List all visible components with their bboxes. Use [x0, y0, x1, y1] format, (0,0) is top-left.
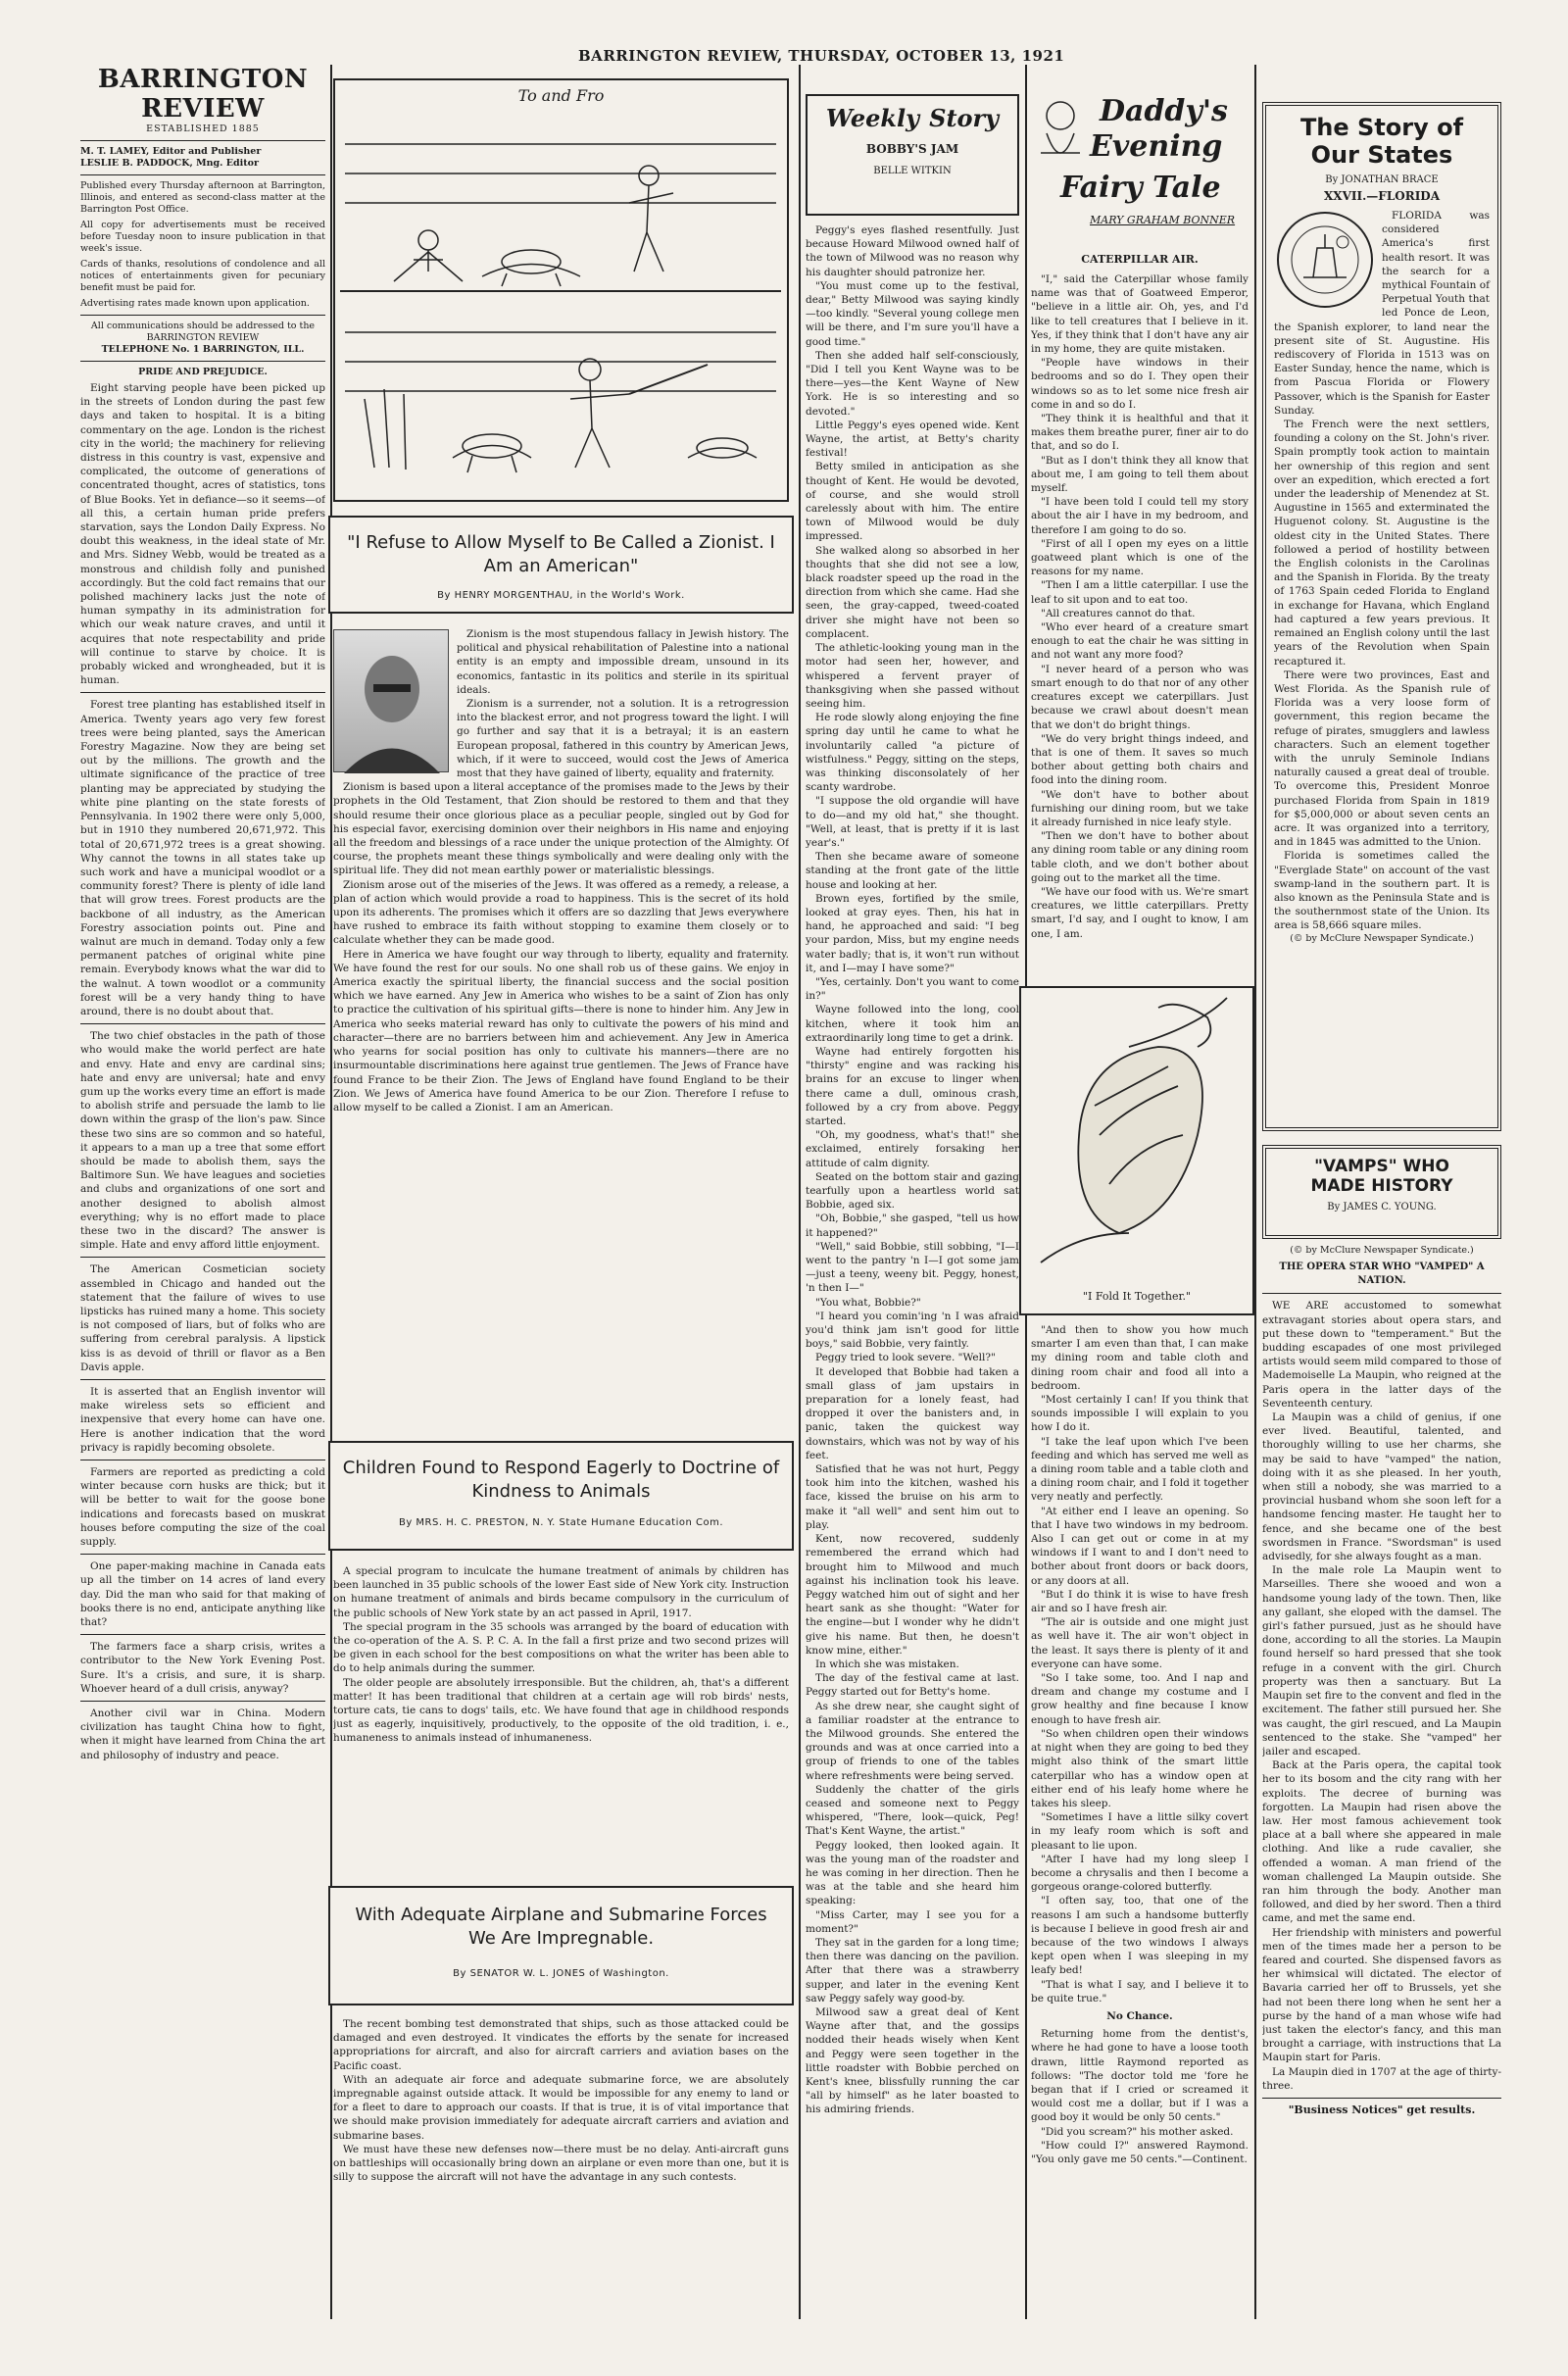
- fairy-paragraph: "And then to show you how much smarter I am even than that, I can make my dining room and table cloth and dining room chair and food all into a bedroom.: [1031, 1324, 1249, 1392]
- story-name: BOBBY'S JAM: [865, 142, 959, 156]
- story-paragraph: The athletic-looking young man in the motor had seen her, however, and whispered a fervent prayer of thanksgiving when she passed without seeing him.: [806, 642, 1019, 710]
- fairy-paragraph: "Then we don't have to bother about any dining room table or any dining room table cloth, and we don't bother about going out to the market all the time.: [1031, 830, 1249, 884]
- article-paragraph: Zionism is the most stupendous fallacy in Jewish history. The political and physical rehabilitation of Palestine into a national entity is an empty and impossible dream, unsound in its economics, fantastic in its politics and sterile in its spiritual ideals.: [457, 628, 789, 696]
- article-animals: [333, 1564, 789, 1878]
- vamps-subhead: THE OPERA STAR WHO "VAMPED" A NATION.: [1279, 1262, 1485, 1287]
- fairy-tale-decoration: [1031, 94, 1090, 182]
- fairy-paragraph: "So I take some, too. And I nap and dream and change my costume and I grow healthy and fine because I know enough to have fresh air.: [1031, 1672, 1249, 1726]
- vamps-paragraph: In the male role La Maupin went to Marseilles. There she wooed and won a handsome young lady of the town. Then, like any gallant, she eloped with the damsel. The girl's father pursued, just as he should have done, according to all the stories. La Maupin found herself so hard pressed that she took refuge in a convent with the girl. Church property was then a sanctuary. But La Maupin set fire to the convent and fled in the excitement. The father still pursued her. She was caught, the girl rescued, and La Maupin sentenced to the stake. She "vamped" her jailer and escaped.: [1262, 1564, 1501, 1757]
- fairy-paragraph: "The air is outside and one might just as well have it. The air won't object in the least. It says there is plenty of it and everyone can have some.: [1031, 1616, 1249, 1670]
- states-paragraph: Florida is sometimes called the "Everglade State" on account of the vast swamp-land in the southern part. It is also known as the Peninsula State and is the southernmost state of the Union. Its area is 58,666 square miles.: [1274, 850, 1490, 932]
- cards-notice: Cards of thanks, resolutions of condolence and all notices of entertainments given for pecuniary benefit must be paid for.: [80, 259, 325, 293]
- illustration-caption: "I Fold It Together.": [1082, 1290, 1192, 1303]
- fairy-paragraph: "I," said the Caterpillar whose family name was that of Goatweed Emperor, "believe in a little air. Oh, yes, and I'd like to tell creatures that I believe in it. Yes, if they think that I don't have any air in my home, they are quite mistaken.: [1031, 273, 1249, 356]
- vamps-paragraph: Her friendship with ministers and powerful men of the times made her a person to be feared and courted. She dispensed favors as her whimsical will dictated. The elector of Bavaria carried her off to Brussels, yet she had not been there long when he sent her a purse by the hand of a man whose wife had just taken the elector's fancy, and this man brought a carriage, with instructions that La Maupin start for Paris.: [1262, 1926, 1501, 2064]
- portrait-photo: [333, 629, 449, 772]
- article-paragraph: A special program to inculcate the humane treatment of animals by children has been launched in 35 public schools of the lower East side of New York city. Instruction on humane treatment of animals and birds became compulsory in the curriculum of the public schools of New York state by an act passed in April, 1917.: [333, 1565, 789, 1619]
- states-paragraph: FLORIDA was considered America's first health resort. It was the search for a mythical Fountain of Perpetual Youth that led Ponce de Leon, the Spanish explorer, to land near the present site of St. Augustine. His rediscovery of Florida in 1513 was on Easter Sunday, hence the name, which is from Pascua Florida or Flowery Passover, which is the Spanish for Easter Sunday.: [1274, 210, 1490, 417]
- editorial-paragraph: The farmers face a sharp crisis, writes a contributor to the New York Evening Post. Sure. It's a crisis, and sure, it is sharp. Whoever heard of a dull crisis, anyway?: [80, 1641, 325, 1695]
- article-airplane: [333, 2017, 789, 2311]
- vamps-paragraph: La Maupin died in 1707 at the age of thirty-three.: [1262, 2065, 1501, 2092]
- story-paragraph: Betty smiled in anticipation as she thought of Kent. He would be devoted, of course, and she would stroll carelessly about with him. The entire town of Milwood would be duly impressed.: [806, 461, 1019, 543]
- story-paragraph: Kent, now recovered, suddenly remembered the errand which had brought him to Milwood and much against his inclination took his leave. Peggy watched him out of sight and her heart sank as she thought: "Water for the engine—but I wonder why he didn't give his name. But then, he doesn't know mine, either.": [806, 1533, 1019, 1657]
- vamps-header-box: [1262, 1145, 1501, 1239]
- fairy-paragraph: "We have our food with us. We're smart creatures, we little caterpillars. Pretty smart, I'd say, and I ought to know, I am one, I am.: [1031, 885, 1249, 940]
- article-headline: "I Refuse to Allow Myself to Be Called a Zionist. I Am an American": [347, 532, 775, 576]
- vamps-paragraph: La Maupin was a child of genius, if one ever lived. Beautiful, talented, and thoroughly willing to use her charms, she may be said to have "vamped" the nation, doing with it as she pleased. In her youth, when still a nobody, she was married to a provincial husband whom she soon left for a handsome fencing master. He taught her to fence, and she became one of the best swordsmen in France. "Swordsman" is used advisedly, for she always fought as a man.: [1262, 1411, 1501, 1563]
- leaf-drawing: [1021, 988, 1252, 1282]
- story-paragraph: "Oh, Bobbie," she gasped, "tell us how it happened?": [806, 1213, 1019, 1239]
- fairy-paragraph: "Who ever heard of a creature smart enough to eat the chair he was sitting in and not want any more food?: [1031, 621, 1249, 662]
- telephone-line: TELEPHONE No. 1 BARRINGTON, ILL.: [101, 344, 305, 355]
- vamps-paragraph: WE ARE accustomed to somewhat extravagant stories about opera stars, and put these down to "temperament." But the budding escapades of one most privileged artists would seem mild compared to those of Mademoiselle La Maupin, who reigned at the Paris opera in the latter days of the Seventeenth century.: [1262, 1300, 1501, 1410]
- fairy-tale-text-top: [1031, 272, 1249, 976]
- airplane-headline-box: [328, 1886, 794, 2005]
- fairy-paragraph: "Most certainly I can! If you think that sounds impossible I will explain to you how I do it.: [1031, 1394, 1249, 1434]
- fairy-paragraph: "First of all I open my eyes on a little goatweed plant which is one of the reasons for my name.: [1031, 537, 1249, 578]
- fairy-tale-title-3: Fairy Tale: [1060, 171, 1221, 205]
- fairy-paragraph: "Did you scream?" his mother asked.: [1041, 2125, 1234, 2138]
- fairy-tale-title-1: Daddy's: [1100, 94, 1228, 128]
- article-paragraph: The special program in the 35 schools was arranged by the board of education with the co-operation of the A. S. P. C. A. In the fall a first prize and two second prizes will be given in each school for the best compositions on what the writer has been able to do to help animals during the summer.: [333, 1620, 789, 1675]
- copy-notice: All copy for advertisements must be received before Tuesday noon to insure publication in that week's issue.: [80, 220, 325, 254]
- states-byline: By JONATHAN BRACE: [1325, 174, 1439, 185]
- story-author: BELLE WITKIN: [873, 166, 952, 176]
- article-byline: By SENATOR W. L. JONES of Washington.: [453, 1968, 669, 1979]
- article-byline: By MRS. H. C. PRESTON, N. Y. State Humane Education Com.: [398, 1517, 724, 1528]
- caterpillar-illustration: [1019, 986, 1254, 1315]
- story-paragraph: They sat in the garden for a long time; then there was dancing on the pavilion. After that there was a strawberry supper, and later in the evening Kent saw Peggy safely way good-by.: [806, 1936, 1019, 2005]
- story-paragraph: Milwood saw a great deal of Kent Wayne after that, and the gossips nodded their heads wisely when Kent and Peggy were seen together in the little roadster with Bobbie perched on Kent's knee, blissfully running the car "all by himself" as he later boasted to his admiring friends.: [806, 2006, 1019, 2116]
- article-paragraph: Zionism is a surrender, not a solution. It is a retrogression into the blackest error, and not progress toward the light. I will go further and say that it is a betrayal; it is an eastern European proposal, fathered in this country by American Jews, which, if it were to succeed, would cost the Jews of America most that they have gained of liberty, equality and fraternity.: [457, 698, 789, 780]
- fairy-paragraph: "People have windows in their bedrooms and so do I. They open their windows so as to let some nice fresh air come in and so do I.: [1031, 357, 1249, 411]
- publication-notice: Published every Thursday afternoon at Barrington, Illinois, and entered as second-class matter at the Barrington Post Office.: [80, 180, 325, 215]
- editorial-paragraph: The two chief obstacles in the path of those who would make the world perfect are hate and envy. Hate and envy are cardinal sins; hate and envy are universal; hate and envy gum up the works every time an effort is made to abolish strife and persuade the lamb to lie down within the grasp of the lion's paw. Since these two sins are so common and so hateful, it appears to a man up a tree that some effort should be made to abolish them, says the Baltimore Sun. We have leagues and societies and clubs and organizations of one sort and another designed to abolish almost everything; why is no effort made to place these two in the discard? The answer is simple. Hate and envy afford little enjoyment.: [80, 1030, 325, 1252]
- comic-panel: [333, 78, 789, 502]
- fairy-paragraph: "They think it is healthful and that it makes them breathe purer, finer air to do that, and so do I.: [1031, 413, 1249, 453]
- states-paragraph: There were two provinces, East and West Florida. As the Spanish rule of Florida was a very loose form of government, this region became the refuge of pirates, smugglers and lawless characters. Such an element together with the unruly Seminole Indians naturally caused a great deal of trouble. To overcome this, President Monroe purchased Florida from Spain in 1819 for $5,000,000 or about seven cents an acre. It was organized into a territory, and in 1845 was admitted to the Union.: [1274, 668, 1490, 849]
- article-paragraph: Zionism is based upon a literal acceptance of the promises made to the Jews by their prophets in the Old Testament, that Zion should be restored to them and that they should resume their once glorious place as a peculiar people, singled out by God for his especial favor, exercising dominion over their neighbors in His name and enjoying all the freedom and blessings of a race under the unique protection of the Almighty. Of course, the prophets meant these things symbolically and were dealing only with the spiritual life. They did not mean earthly power or materialistic blessings.: [333, 781, 789, 877]
- story-paragraph: Brown eyes, fortified by the smile, looked at gray eyes. Then, his hat in hand, he approached and said: "I beg your pardon, Miss, but my engine needs water badly; that is, it won't run without it, and I—may I have some?": [806, 892, 1019, 974]
- editor-line: M. T. LAMEY, Editor and Publisher: [80, 146, 262, 157]
- editorial-paragraph: Forest tree planting has established itself in America. Twenty years ago very few forest trees were being planted, says the American Forestry Magazine. Now they are being set out by the millions. The growth and the ultimate significance of the practice of tree planting may be appreciated by studying the white pine planting on the state forests of Pennsylvania. In 1902 there were only 5,000, but in 1910 they numbered 20,671,972. This total of 20,671,972 trees is a great showing. Why cannot the towns in all states take up such work and have a municipal woodlot or a community forest? There is plenty of idle land that will grow trees. Forest products are the backbone of all industry, as the American Forestry association points out. Pine and walnut are much in demand. Today only a few permanent patches of original white pine remain. Everybody knows what the war did to the walnut. A town woodlot or a community forest will be a very handy thing to have around, there is no doubt about that.: [80, 699, 325, 1017]
- story-paragraph: She walked along so absorbed in her thoughts that she did not see a low, black roadster speed up the road in the direction from which she came. Had she seen, the gray-capped, tweed-coated driver she might have not been so complacent.: [806, 544, 1019, 640]
- states-paragraph: The French were the next settlers, founding a colony on the St. John's river. Spain promptly took action to maintain her ownership of this region and sent over an expedition, which erected a fort under the leadership of Menendez at St. Augustine in 1565 and exterminated the Huguenot colony. St. Augustine is the oldest city in the United States. There followed a period of hostility between the English colonists in the Carolinas and the Spanish in Florida. By the treaty of 1763 Spain ceded Florida to England in exchange for Havana, which England had captured a few years previous. It remained an English colony until the last years of the Revolution when Spain recaptured it.: [1274, 419, 1490, 668]
- story-paragraph: "Miss Carter, may I see you for a moment?": [806, 1908, 1019, 1935]
- story-paragraph: He rode slowly along enjoying the fine spring day until he came to what he involuntarily called "a picture of wistfulness." Peggy, sitting on the steps, was thinking disconsolately of her scanty wardrobe.: [806, 712, 1019, 794]
- fairy-paragraph: "At either end I leave an opening. So that I have two windows in my bedroom. Also I can get out or come in at my windows if I want to and I don't need to bother about front doors or back doors, or any doors at all.: [1031, 1505, 1249, 1587]
- fairy-tale-header: [1031, 94, 1249, 247]
- animals-headline-box: [328, 1441, 794, 1551]
- story-paragraph: Little Peggy's eyes opened wide. Kent Wayne, the artist, at Betty's charity festival!: [806, 419, 1019, 460]
- states-box: [1262, 102, 1501, 1131]
- morgenthau-headline-box: [328, 516, 794, 614]
- article-paragraph: Here in America we have fought our way through to liberty, equality and fraternity. We have found the rest for our souls. No one shall rob us of these gains. We enjoy in America exactly the spiritual liberty, the financial success and the social position which we have earned. Any Jew in America who wishes to be a saint of Zion has only to practice the cultivation of his spiritual gifts—there is none to hinder him. Any Jew in America who seeks material reward has only to cultivate the powers of his mind and character—there are no barriers between him and achievement. Any Jew in America who yearns for social position has only to cultivate his manners—there are no insurmountable discriminations here against true gentlemen. The Jews of France have found France to be their Zion. The Jews of England have found England to be their Zion. We Jews of America have found America to be our Zion. Therefore I refuse to allow myself to be called a Zionist. I am an American.: [333, 948, 789, 1114]
- fairy-story-title: CATERPILLAR AIR.: [1081, 253, 1199, 266]
- fairy-paragraph: "How could I?" answered Raymond. "You only gave me 50 cents."—Continent.: [1031, 2139, 1249, 2165]
- fairy-paragraph: "We don't have to bother about furnishing our dining room, but we take it already furnished in nice leafy style.: [1031, 788, 1249, 828]
- copyright-note: (© by McClure Newspaper Syndicate.): [1290, 932, 1474, 944]
- story-paragraph: Seated on the bottom stair and gazing tearfully upon a heartless world sat Bobbie, aged six.: [806, 1170, 1019, 1212]
- article-paragraph: With an adequate air force and adequate submarine force, we are absolutely impregnable against outside attack. It would be impossible for any enemy to land or for a fleet to dare to approach our coasts. If that is true, it is of vital importance that we should make provision immediately for adequate aircraft carriers and aviation and submarine bases.: [333, 2073, 789, 2142]
- fairy-paragraph: "Then I am a little caterpillar. I use the leaf to sit upon and to eat too.: [1031, 579, 1249, 606]
- story-paragraph: "Oh, my goodness, what's that!" she exclaimed, entirely forsaking her attitude of calm dignity.: [806, 1129, 1019, 1169]
- advertising-notice: Advertising rates made known upon application.: [80, 298, 310, 309]
- manager-line: LESLIE B. PADDOCK, Mng. Editor: [80, 158, 260, 169]
- story-paragraph: Peggy looked, then looked again. It was the young man of the roadster and he was coming in her direction. Then he was at the table and she heard him speaking:: [806, 1839, 1019, 1907]
- nameplate: BARRINGTON REVIEW: [97, 65, 309, 124]
- communications-notice: All communications should be addressed to the BARRINGTON REVIEW: [90, 321, 316, 343]
- vamps-title-1: "VAMPS" WHO: [1314, 1157, 1449, 1176]
- story-paragraph: "Well," said Bobbie, still sobbing, "I—I went to the pantry 'n I—I got some jam—just a teeny, weeny bit. Peggy, honest, 'n then I—": [806, 1240, 1019, 1295]
- article-zionism: [333, 627, 789, 1411]
- story-paragraph: As she drew near, she caught sight of a familiar roadster at the entrance to the Milwood grounds. She entered the grounds and was at once carried into a group of friends to one of the tables where refreshments were being served.: [806, 1700, 1019, 1782]
- vamps-copyright: (© by McClure Newspaper Syndicate.): [1290, 1245, 1474, 1256]
- fairy-paragraph: "But as I don't think they all know that about me, I am going to tell them about myself.: [1031, 454, 1249, 495]
- story-paragraph: Wayne followed into the long, cool kitchen, where it took him an extraordinarily long time to get a drink.: [806, 1004, 1019, 1044]
- editorial-heading: PRIDE AND PREJUDICE.: [138, 367, 268, 377]
- editorial-paragraph: Eight starving people have been picked up in the streets of London during the past few days and taken to hospital. It is a biting commentary on the age. London is the richest city in the world; the machinery for relieving distress in this country is vast, expensive and complicated, the outcome of generations of concentrated thought, acres of statistics, tons of Blue Books. Yet in defiance—so it seems—of all this, a certain human pride prefers starvation, says the London Daily Express. No doubt this weakness, in the ideal state of Mr. and Mrs. Sidney Webb, would be treated as a monstrous and childish folly and punished accordingly. But the cold fact remains that our polished machinery lacks just the note of human sympathy in its administration for which our weak nature craves, and until it acquires that note respectability and pride will continue to starve by choice. It is probably wicked and wrongheaded, but it is human.: [80, 382, 325, 687]
- article-headline: Children Found to Respond Eagerly to Doctrine of Kindness to Animals: [342, 1458, 780, 1502]
- story-title: Story: [929, 104, 1000, 132]
- comic-title: To and Fro: [517, 86, 605, 105]
- story-paragraph: Peggy tried to look severe. "Well?": [815, 1352, 996, 1364]
- story-paragraph: In which she was mistaken.: [815, 1658, 959, 1670]
- fairy-paragraph: "I have been told I could tell my story about the air I have in my bedroom, and therefore I am going to do so.: [1031, 496, 1249, 536]
- column-editorial: [80, 65, 325, 2325]
- fairy-paragraph: "I often say, too, that one of the reasons I am such a handsome butterfly is because I believe in good fresh air and because of the two windows I always kept open when I was sleeping in my leafy bed!: [1031, 1895, 1249, 1977]
- story-paragraph: "You must come up to the festival, dear," Betty Milwood was saying kindly—too kindly. "Several young college men will be there, and I'm sure you'll have a good time.": [806, 279, 1019, 348]
- fairy-paragraph: "But I do think it is wise to have fresh air and so I have fresh air.: [1031, 1588, 1249, 1615]
- story-paragraph: Then she added half self-consciously, "Did I tell you Kent Wayne was to be there—yes—the Kent Wayne of New York. He is so interesting and so devoted.": [806, 349, 1019, 418]
- florida-seal: [1274, 209, 1376, 311]
- story-paragraph: The day of the festival came at last. Peggy started out for Betty's home.: [806, 1672, 1019, 1699]
- footer-notice: "Business Notices" get results.: [1288, 2103, 1476, 2116]
- story-paragraph: Wayne had entirely forgotten his "thirsty" engine and was racking his brains for an excuse to linger when there came a dull, ominous crash, followed by a cry from above. Peggy started.: [806, 1045, 1019, 1127]
- editorial-paragraph: One paper-making machine in Canada eats up all the timber on 14 acres of land every day. Did the man who said for that making of books there is no end, anticipate anything like that?: [80, 1560, 325, 1629]
- story-paragraph: "I suppose the old organdie will have to do—and my old hat," she thought. "Well, at least, that is pretty if it is last year's.": [806, 795, 1019, 849]
- story-paragraph: Satisfied that he was not hurt, Peggy took him into the kitchen, washed his face, kissed the bruise on his arm to make it "all well" and sent him out to play.: [806, 1463, 1019, 1531]
- editorial-paragraph: Farmers are reported as predicting a cold winter because corn husks are thick; but it will be better to wait for the goose bone indications and forecasts based on muskrat houses before computing the size of the coal supply.: [80, 1466, 325, 1549]
- fairy-paragraph: "So when children open their windows at night when they are going to bed they might also think of the smart little caterpillar who has a window open at either end of his leafy home where he takes his sleep.: [1031, 1727, 1249, 1809]
- editorial-paragraph: Another civil war in China. Modern civilization has taught China how to fight, when it might have learned from China the art and philosophy of industry and peace.: [80, 1708, 325, 1761]
- fairy-paragraph: "We do very bright things indeed, and that is one of them. It saves so much bother about getting both chairs and food into the dining room.: [1031, 732, 1249, 787]
- story-paragraph: "Yes, certainly. Don't you want to come in?": [806, 975, 1019, 1003]
- established-line: ESTABLISHED 1885: [146, 124, 260, 134]
- states-title: The Story of Our States: [1299, 114, 1464, 169]
- fairy-paragraph: "I take the leaf upon which I've been feeding and which has served me well as a dining room table and a table cloth and a dining room chair, and I fold it together very neatly and perfectly.: [1031, 1435, 1249, 1504]
- editorial-paragraph: It is asserted that an English inventor will make wireless sets so efficient and inexpensive that every home can have one. Here is another indication that the word privacy is rapidly becoming obsolete.: [80, 1386, 325, 1454]
- article-byline: By HENRY MORGENTHAU, in the World's Work.: [437, 590, 685, 601]
- vamps-paragraph: Back at the Paris opera, the capital took her to its bosom and the city rang with her exploits. The decree of burning was forgotten. La Maupin had risen above the law. Her most famous achievement took place at a ball where she appeared in male clothing. And like a rude cavalier, she offended a woman. A man friend of the woman challenged La Maupin outside. She ran him through the body. Another man followed, and died by her sword. Then a third came, and met the same end.: [1262, 1759, 1501, 1925]
- vamps-article: [1262, 1245, 1501, 2323]
- article-paragraph: The older people are absolutely irresponsible. But the children, ah, that's a different matter! It has been traditional that children at a certain age will rob birds' nests, torture cats, tie cans to dogs' tails, etc. We have found that age in childhood responds just as eagerly, inquisitively, productively, to the opposite of the old tradition, i. e., humaneness to animals instead of inhumaneness.: [333, 1676, 789, 1745]
- weekly-title: Weekly: [825, 104, 920, 132]
- fairy-tale-author: MARY GRAHAM BONNER: [1090, 214, 1236, 226]
- article-paragraph: The recent bombing test demonstrated that ships, such as those attacked could be damaged and even destroyed. It vindicates the efforts by the senate for increased appropriations for aircraft, and also for aircraft carriers and aviation bases on the Pacific coast.: [333, 2018, 789, 2072]
- fairy-tale-text-bottom: [1031, 1323, 1249, 2323]
- fairy-paragraph: "All creatures cannot do that.: [1041, 607, 1196, 619]
- article-paragraph: We must have these new defenses now—there must be no delay. Anti-aircraft guns on battleships will occasionally bring down an airplane or even more than one, but it is silly to suppose the aircraft will not have the advantage in any such contests.: [333, 2143, 789, 2184]
- vamps-byline: By JAMES C. YOUNG.: [1327, 1202, 1437, 1213]
- states-subhead: XXVII.—FLORIDA: [1323, 189, 1441, 203]
- story-paragraph: "You what, Bobbie?": [815, 1296, 921, 1309]
- comic-illustration: [335, 105, 786, 487]
- masthead: BARRINGTON REVIEW, THURSDAY, OCTOBER 13, 1921: [578, 47, 1065, 65]
- fairy-paragraph: "I never heard of a person who was smart enough to do that nor of any other creatures except we caterpillars. Just because we crawl about doesn't mean that we don't do bright things.: [1031, 663, 1249, 731]
- article-paragraph: Zionism arose out of the miseries of the Jews. It was offered as a remedy, a release, a plan of action which would provide a road to happiness. This is the secret of its hold upon its adherents. The promises which it offers are so dazzling that Jews everywhere have rushed to embrace its faith without stopping to examine them closely or to calculate whether they can be made good.: [333, 878, 789, 947]
- story-paragraph: It developed that Bobbie had taken a small glass of jam upstairs in preparation for a lonely feast, had dropped it over the banisters and, in panic, taken the quickest way downstairs, which was not by way of his feet.: [806, 1365, 1019, 1461]
- weekly-story-text: [806, 223, 1019, 2321]
- fairy-paragraph: "After I have had my long sleep I become a chrysalis and then I become a gorgeous orange-colored butterfly.: [1031, 1853, 1249, 1894]
- story-paragraph: Peggy's eyes flashed resentfully. Just because Howard Milwood owned half of the town of Milwood was no reason why his daughter should patronize her.: [806, 224, 1019, 278]
- story-paragraph: Then she became aware of someone standing at the front gate of the little house and looking at her.: [806, 851, 1019, 891]
- fairy-paragraph: "Sometimes I have a little silky covert in my leafy room which is soft and pleasant to lie upon.: [1031, 1811, 1249, 1852]
- editorial-paragraph: The American Cosmetician society assembled in Chicago and handed out the statement that the failure of wives to use lipsticks has ruined many a home. This society is not composed of liars, but of folks who are suffering from cerebral paralysis. A lipstick kiss is as devoid of thrill or flavor as a Ben Davis apple.: [80, 1263, 325, 1373]
- fairy-paragraph: Returning home from the dentist's, where he had gone to have a loose tooth drawn, little Raymond reported as follows: "The doctor told me 'fore he began that if I cried or screamed it would cost me a dollar, but if I was a good boy it would be only 50 cents.": [1031, 2028, 1249, 2124]
- story-paragraph: Suddenly the chatter of the girls ceased and someone next to Peggy whispered, "There, look—quick, Peg! That's Kent Wayne, the artist.": [806, 1783, 1019, 1838]
- vamps-title-2: MADE HISTORY: [1310, 1176, 1453, 1196]
- joke-heading: No Chance.: [1106, 2009, 1173, 2022]
- article-headline: With Adequate Airplane and Submarine Forces We Are Impregnable.: [355, 1905, 767, 1949]
- fairy-paragraph: "That is what I say, and I believe it to be quite true.": [1031, 1978, 1249, 2005]
- story-paragraph: "I heard you comin'ing 'n I was afraid you'd think jam isn't good for little boys," said Bobbie, very faintly.: [806, 1310, 1019, 1351]
- fairy-tale-title-2: Evening: [1090, 129, 1223, 164]
- weekly-story-header: [806, 94, 1019, 216]
